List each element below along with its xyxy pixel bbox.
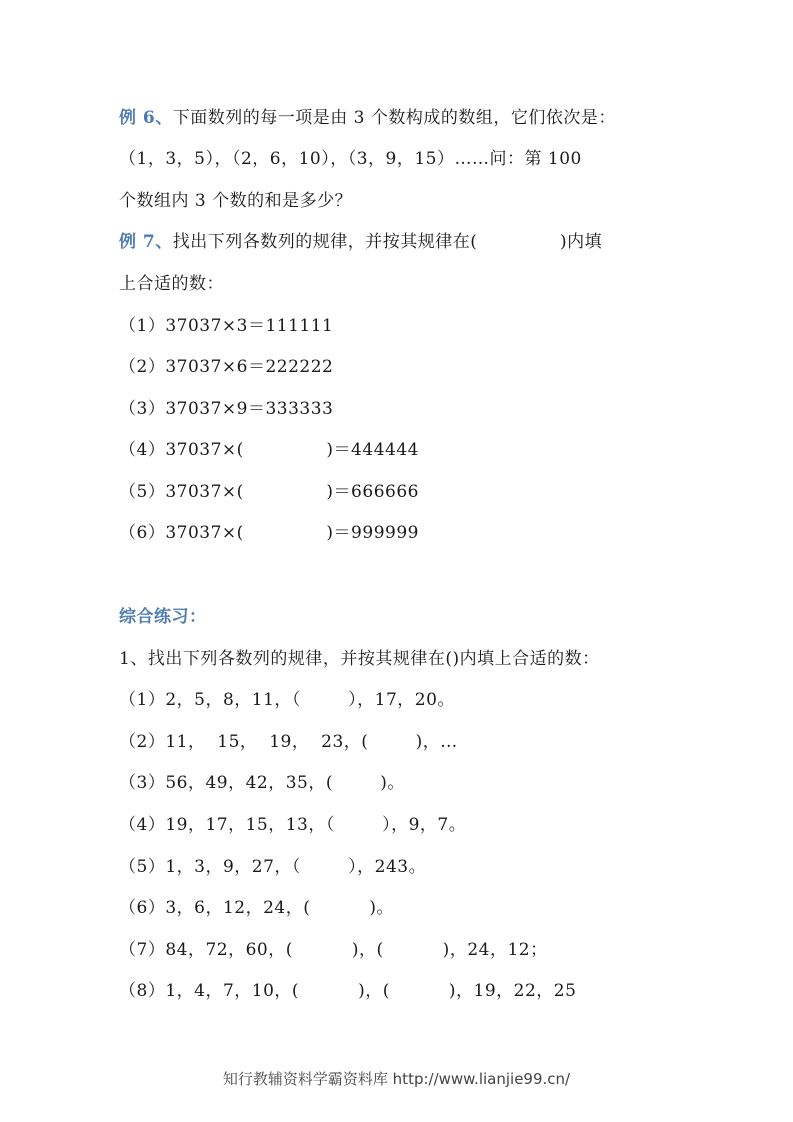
example-6-line-3: 个数组内 3 个数的和是多少？	[119, 191, 353, 211]
example-7-item-4: （4）37037×( )＝444444	[119, 440, 419, 460]
example-7-item-6: （6）37037×( )＝999999	[119, 523, 419, 543]
practice-question-1: 1、找出下列各数列的规律，并按其规律在()内填上合适的数：	[119, 649, 600, 669]
example-7-item-3: （3）37037×9＝333333	[119, 399, 334, 419]
page-footer: 知行教辅资料学霸资料库 http://www.lianjie99.cn/	[222, 1070, 571, 1088]
practice-item-5: （5）1，3，9，27，（ ），243。	[119, 857, 427, 877]
practice-item-7: （7）84，72，60，( )，( )，24，12；	[119, 940, 548, 960]
example-7-label: 例 7、	[119, 232, 173, 252]
practice-item-8: （8）1，4，7，10，( )，( )，19，22，25	[119, 981, 577, 1001]
example-7-line-1	[119, 230, 602, 254]
example-7-item-5: （5）37037×( )＝666666	[119, 482, 419, 502]
practice-item-3: （3）56，49，42，35，( )。	[119, 773, 405, 793]
example-7-line-2: 上合适的数：	[119, 274, 224, 294]
example-7-item-1: （1）37037×3＝111111	[119, 316, 334, 336]
example-6-line-1	[119, 106, 616, 130]
practice-item-6: （6）3，6，12，24，( )。	[119, 898, 395, 918]
example-6-text-1: 下面数列的每一项是由 3 个数构成的数组，它们依次是：	[172, 108, 616, 128]
practice-item-1: （1）2，5，8，11，（ ），17，20。	[119, 690, 455, 710]
example-7-item-2: （2）37037×6＝222222	[119, 357, 334, 377]
practice-item-2: （2）11， 15， 19， 23，( )，…	[119, 732, 458, 752]
example-6-line-2: （1，3，5），（2，6，10），（3，9，15）……问：第 100	[119, 149, 582, 169]
example-7-text-1: 找出下列各数列的规律，并按其规律在( )内填	[172, 232, 603, 252]
practice-heading: 综合练习：	[119, 607, 207, 627]
practice-item-4: （4）19，17，15，13，（ ），9，7。	[119, 815, 467, 835]
example-6-label: 例 6、	[119, 108, 173, 128]
